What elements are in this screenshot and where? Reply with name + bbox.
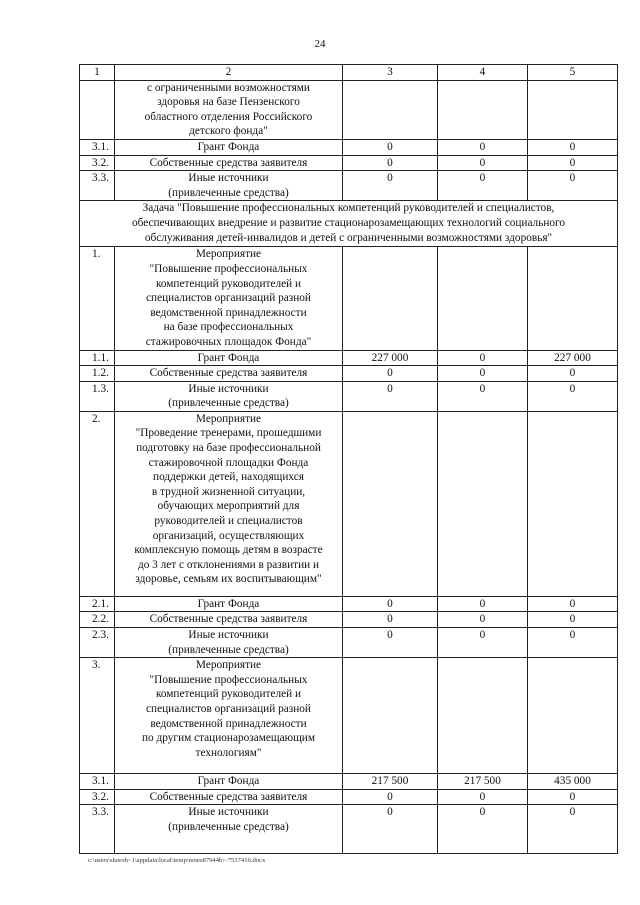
value-col-3 [343, 411, 438, 596]
value-col-4 [438, 80, 528, 139]
value-col-5: 0 [528, 789, 618, 805]
value-col-3: 0 [343, 171, 438, 201]
value-col-4: 0 [438, 596, 528, 612]
header-col-2: 2 [115, 65, 343, 81]
table-row [80, 805, 618, 854]
value-col-4: 0 [438, 789, 528, 805]
row-number: 1.2. [80, 366, 115, 382]
table-row [80, 139, 618, 155]
header-col-4: 4 [438, 65, 528, 81]
table-row [80, 596, 618, 612]
budget-table-body [80, 65, 618, 854]
row-description: Мероприятие "Проведение тренерами, прошедшими подготовку на базе профессиональной стажировочной площадки Фонда поддержки детей, находящихся в трудной жизненной ситуации, обучающих мероприятий для руководителей и специалистов организаций, осуществляющих комплексную помощь детям в возрасте до 3 лет с отклонениями в развитии и здоровье, семьям их воспитывающим" [115, 411, 343, 596]
value-col-5: 0 [528, 596, 618, 612]
table-header-row [80, 65, 618, 81]
row-number: 2.3. [80, 628, 115, 658]
row-number: 3.3. [80, 171, 115, 201]
row-number: 2. [80, 411, 115, 596]
row-number: 3.2. [80, 155, 115, 171]
table-row [80, 350, 618, 366]
value-col-3: 0 [343, 366, 438, 382]
row-number: 3.1. [80, 774, 115, 790]
task-row [80, 201, 618, 247]
value-col-3: 0 [343, 596, 438, 612]
row-description: Иные источники (привлеченные средства) [115, 805, 343, 854]
value-col-3 [343, 247, 438, 350]
footer-file-path: c:\users\shoroh~1\appdata\local\temp\notes87944b\~7537416.docx [88, 857, 266, 864]
row-number: 2.1. [80, 596, 115, 612]
row-description: Грант Фонда [115, 596, 343, 612]
value-col-5: 0 [528, 171, 618, 201]
header-col-5: 5 [528, 65, 618, 81]
value-col-4: 0 [438, 171, 528, 201]
value-col-3: 0 [343, 628, 438, 658]
table-row [80, 381, 618, 411]
row-description: Иные источники (привлеченные средства) [115, 628, 343, 658]
value-col-5: 435 000 [528, 774, 618, 790]
row-description: Собственные средства заявителя [115, 366, 343, 382]
row-number: 1. [80, 247, 115, 350]
value-col-5: 0 [528, 805, 618, 854]
row-description: Грант Фонда [115, 774, 343, 790]
table-row [80, 628, 618, 658]
row-description: с ограниченными возможностями здоровья на базе Пензенского областного отделения Российского детского фонда" [115, 80, 343, 139]
row-number: 3.1. [80, 139, 115, 155]
value-col-4: 217 500 [438, 774, 528, 790]
row-description: Мероприятие "Повышение профессиональных компетенций руководителей и специалистов организаций разной ведомственной принадлежности на базе профессиональных стажировочных площадок Фонда" [115, 247, 343, 350]
value-col-5: 227 000 [528, 350, 618, 366]
page-number: 24 [314, 38, 326, 50]
row-description: Мероприятие "Повышение профессиональных компетенций руководителей и специалистов организаций разной ведомственной принадлежности по другим стационарозамещающим технологиям" [115, 658, 343, 774]
row-number: 3.2. [80, 789, 115, 805]
value-col-4: 0 [438, 366, 528, 382]
row-number [80, 80, 115, 139]
value-col-5: 0 [528, 628, 618, 658]
value-col-5 [528, 411, 618, 596]
row-description: Собственные средства заявителя [115, 155, 343, 171]
value-col-4: 0 [438, 628, 528, 658]
value-col-3: 217 500 [343, 774, 438, 790]
row-description: Грант Фонда [115, 350, 343, 366]
event-row [80, 658, 618, 774]
task-description: Задача "Повышение профессиональных компетенций руководителей и специалистов, обеспечивающих внедрение и развитие стационарозамещающих технологий социального обслуживания детей-инвалидов и детей с ограниченными возможностями здоровья" [80, 201, 618, 247]
value-col-3: 227 000 [343, 350, 438, 366]
table-row [80, 612, 618, 628]
table-row [80, 789, 618, 805]
value-col-5: 0 [528, 381, 618, 411]
value-col-4 [438, 247, 528, 350]
value-col-3: 0 [343, 139, 438, 155]
row-number: 3. [80, 658, 115, 774]
row-description: Иные источники (привлеченные средства) [115, 171, 343, 201]
value-col-5: 0 [528, 139, 618, 155]
table-row [80, 366, 618, 382]
row-description: Иные источники (привлеченные средства) [115, 381, 343, 411]
header-col-3: 3 [343, 65, 438, 81]
row-description: Собственные средства заявителя [115, 612, 343, 628]
row-number: 1.1. [80, 350, 115, 366]
value-col-5: 0 [528, 612, 618, 628]
row-number: 1.3. [80, 381, 115, 411]
budget-table [79, 64, 618, 854]
value-col-4 [438, 411, 528, 596]
value-col-3: 0 [343, 381, 438, 411]
header-col-1: 1 [80, 65, 115, 81]
value-col-4: 0 [438, 612, 528, 628]
value-col-3: 0 [343, 805, 438, 854]
table-row [80, 155, 618, 171]
table-row [80, 171, 618, 201]
value-col-3: 0 [343, 155, 438, 171]
value-col-5: 0 [528, 366, 618, 382]
value-col-4: 0 [438, 805, 528, 854]
value-col-3 [343, 80, 438, 139]
value-col-5 [528, 80, 618, 139]
value-col-3: 0 [343, 612, 438, 628]
row-number: 3.3. [80, 805, 115, 854]
row-description: Собственные средства заявителя [115, 789, 343, 805]
value-col-4: 0 [438, 381, 528, 411]
event-row [80, 411, 618, 596]
value-col-5 [528, 247, 618, 350]
row-description: Грант Фонда [115, 139, 343, 155]
value-col-3: 0 [343, 789, 438, 805]
event-row [80, 247, 618, 350]
value-col-3 [343, 658, 438, 774]
table-row [80, 774, 618, 790]
value-col-5: 0 [528, 155, 618, 171]
continued-row [80, 80, 618, 139]
value-col-4: 0 [438, 350, 528, 366]
value-col-4: 0 [438, 139, 528, 155]
value-col-4: 0 [438, 155, 528, 171]
value-col-5 [528, 658, 618, 774]
row-number: 2.2. [80, 612, 115, 628]
value-col-4 [438, 658, 528, 774]
